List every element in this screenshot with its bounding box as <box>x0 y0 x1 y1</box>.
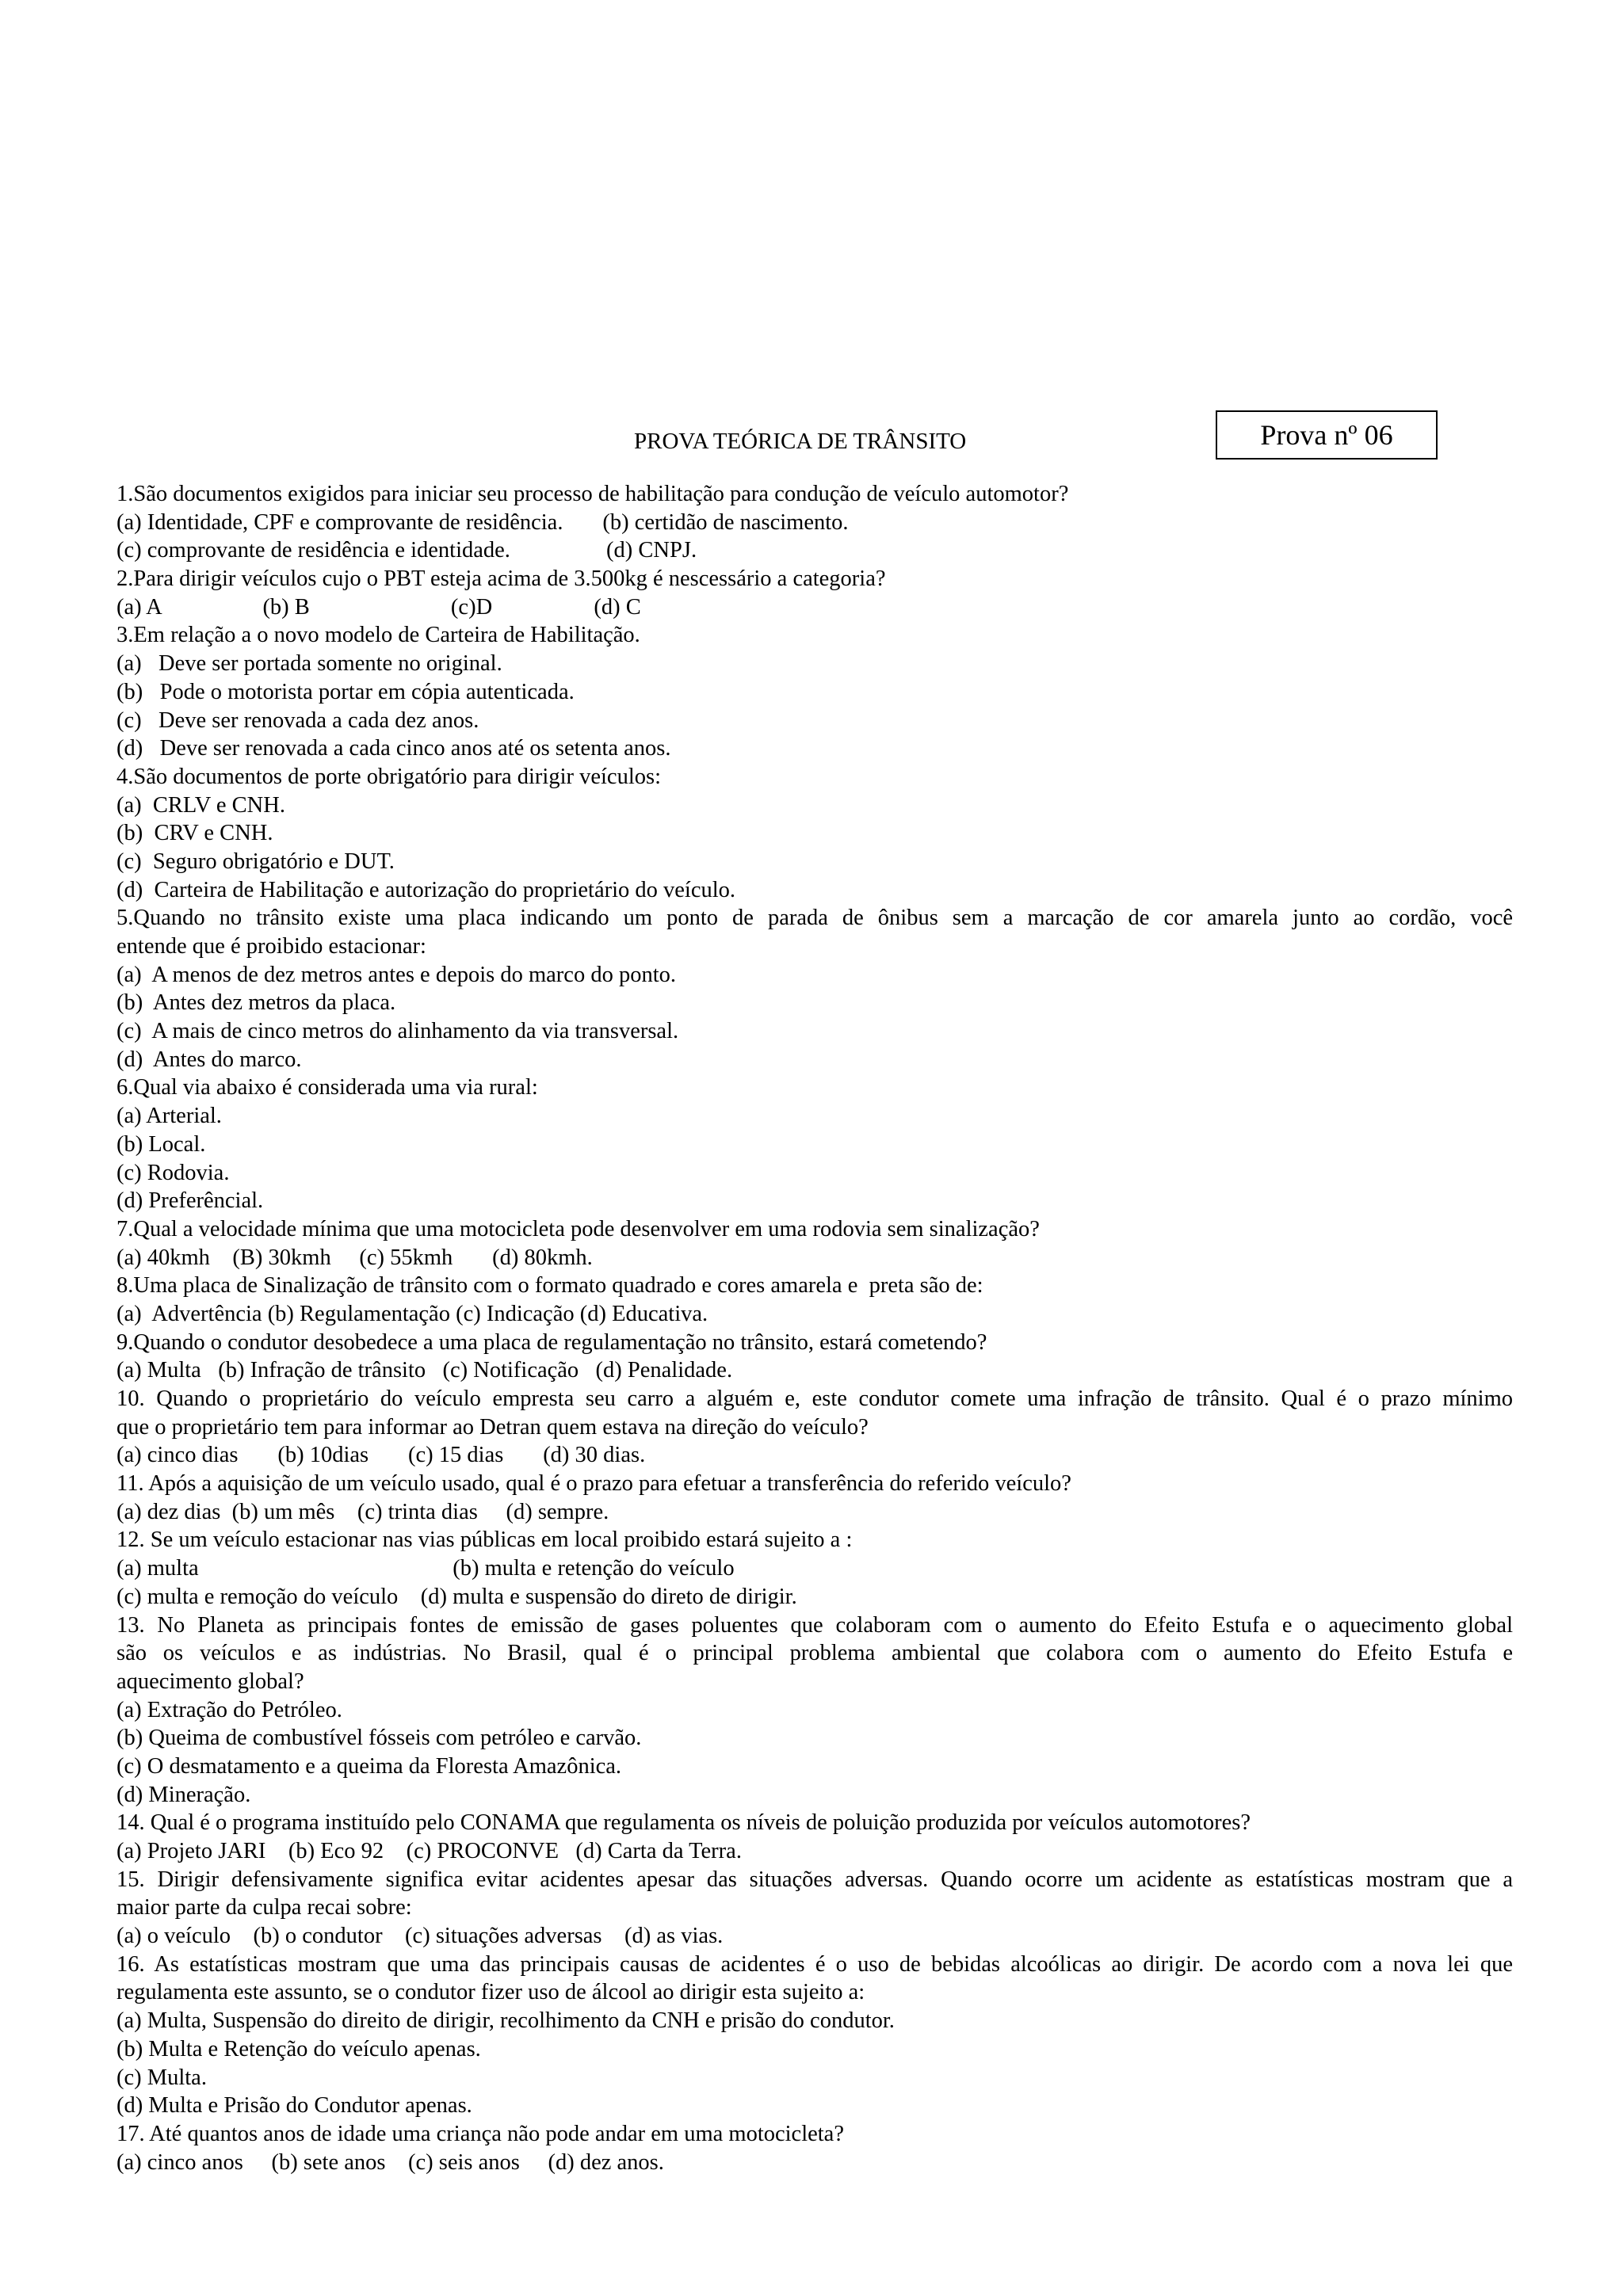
text-line: (a) A menos de dez metros antes e depois do marco do ponto. <box>116 962 676 987</box>
text-line: (a) Advertência (b) Regulamentação (c) Indicação (d) Educativa. <box>116 1301 708 1326</box>
text-line: 9.Quando o condutor desobedece a uma placa de regulamentação no trânsito, estará cometendo? <box>116 1329 987 1355</box>
text-line: (a) multa (b) multa e retenção do veículo <box>116 1556 735 1581</box>
text-line: (d) Multa e Prisão do Condutor apenas. <box>116 2093 472 2119</box>
text-line: (c) Seguro obrigatório e DUT. <box>116 849 395 874</box>
text-line: 10. Quando o proprietário do veículo empresta seu carro a alguém e, este condutor comete uma infração de trânsito. Qual é o prazo mínimo <box>116 1386 1513 1411</box>
text-line: (c) Deve ser renovada a cada dez anos. <box>116 707 479 733</box>
text-line: (d) Deve ser renovada a cada cinco anos até os setenta anos. <box>116 736 671 761</box>
text-line: (a) Identidade, CPF e comprovante de residência. (b) certidão de nascimento. <box>116 509 849 535</box>
text-line: 7.Qual a velocidade mínima que uma motocicleta pode desenvolver em uma rodovia sem sinalização? <box>116 1216 1040 1241</box>
text-line: 11. Após a aquisição de um veículo usado, qual é o prazo para efetuar a transferência do referido veículo? <box>116 1471 1071 1497</box>
text-line: 14. Qual é o programa instituído pelo CONAMA que regulamenta os níveis de poluição produzida por veículos automotores? <box>116 1810 1251 1836</box>
text-line: (b) Local. <box>116 1131 206 1157</box>
text-line: (a) dez dias (b) um mês (c) trinta dias (d) sempre. <box>116 1499 609 1524</box>
text-line: maior parte da culpa recai sobre: <box>116 1895 412 1920</box>
text-line: (a) Extração do Petróleo. <box>116 1697 342 1722</box>
text-line: (b) Queima de combustível fósseis com petróleo e carvão. <box>116 1726 642 1751</box>
text-line: 2.Para dirigir veículos cujo o PBT esteja acima de 3.500kg é nescessário a categoria? <box>116 566 886 592</box>
text-line: (b) Pode o motorista portar em cópia autenticada. <box>116 679 575 704</box>
text-line: (a) Multa, Suspensão do direito de dirigir, recolhimento da CNH e prisão do condutor. <box>116 2008 895 2034</box>
text-line: (c) Multa. <box>116 2065 207 2090</box>
text-line: (b) Multa e Retenção do veículo apenas. <box>116 2036 481 2061</box>
text-line: entende que é proibido estacionar: <box>116 934 426 959</box>
text-line: (c) multa e remoção do veículo (d) multa e suspensão do direto de dirigir. <box>116 1584 797 1609</box>
text-line: 3.Em relação a o novo modelo de Carteira de Habilitação. <box>116 623 640 648</box>
text-line: (b) Antes dez metros da placa. <box>116 990 396 1016</box>
text-line: 15. Dirigir defensivamente significa evitar acidentes apesar das situações adversas. Quando ocorre um acidente as estatísticas mostram que a <box>116 1867 1513 1892</box>
text-line: (a) o veículo (b) o condutor (c) situações adversas (d) as vias. <box>116 1924 724 1949</box>
text-line: 6.Qual via abaixo é considerada uma via rural: <box>116 1075 538 1100</box>
page-title: PROVA TEÓRICA DE TRÂNSITO <box>634 429 967 454</box>
text-line: (d) Preferêncial. <box>116 1188 264 1214</box>
text-line: 8.Uma placa de Sinalização de trânsito com o formato quadrado e cores amarela e preta são de: <box>116 1273 983 1299</box>
text-line: (a) Arterial. <box>116 1104 222 1129</box>
text-line: (d) Carteira de Habilitação e autorização do proprietário do veículo. <box>116 877 736 902</box>
text-line: (c) comprovante de residência e identidade. (d) CNPJ. <box>116 538 697 563</box>
text-line: regulamenta este assunto, se o condutor fizer uso de álcool ao dirigir esta sujeito a: <box>116 1980 865 2005</box>
text-line: (b) CRV e CNH. <box>116 821 273 846</box>
text-line: (a) 40kmh (B) 30kmh (c) 55kmh (d) 80kmh. <box>116 1245 593 1270</box>
text-line: (a) cinco dias (b) 10dias (c) 15 dias (d) 30 dias. <box>116 1443 646 1468</box>
text-line: 17. Até quantos anos de idade uma criança não pode andar em uma motocicleta? <box>116 2121 844 2146</box>
text-line: 16. As estatísticas mostram que uma das principais causas de acidentes é o uso de bebidas alcoólicas ao dirigir. De acordo com a nova lei que <box>116 1951 1513 1977</box>
text-line: (a) cinco anos (b) sete anos (c) seis anos (d) dez anos. <box>116 2149 664 2175</box>
text-line: 4.São documentos de porte obrigatório para dirigir veículos: <box>116 764 661 789</box>
text-line: (d) Antes do marco. <box>116 1047 302 1072</box>
text-line: (a) CRLV e CNH. <box>116 792 285 818</box>
text-line: (c) A mais de cinco metros do alinhamento da via transversal. <box>116 1019 679 1044</box>
text-line: (a) Multa (b) Infração de trânsito (c) Notificação (d) Penalidade. <box>116 1358 733 1383</box>
text-line: (a) Deve ser portada somente no original. <box>116 651 502 677</box>
questions-body <box>116 480 1513 2176</box>
page-header <box>0 404 1623 467</box>
text-line: 12. Se um veículo estacionar nas vias públicas em local proibido estará sujeito a : <box>116 1527 853 1553</box>
text-line: (a) A (b) B (c)D (d) C <box>116 594 641 620</box>
text-line: (c) O desmatamento e a queima da Floresta Amazônica. <box>116 1753 622 1779</box>
text-line: são os veículos e as indústrias. No Brasil, qual é o principal problema ambiental que colabora com o aumento do Efeito Estufa e <box>116 1641 1513 1666</box>
text-line: (d) Mineração. <box>116 1782 251 1807</box>
text-line: 5.Quando no trânsito existe uma placa indicando um ponto de parada de ônibus sem a marcação de cor amarela junto ao cordão, você <box>116 906 1513 931</box>
text-line: que o proprietário tem para informar ao Detran quem estava na direção do veículo? <box>116 1414 869 1440</box>
text-line: aquecimento global? <box>116 1669 304 1694</box>
text-line: 1.São documentos exigidos para iniciar seu processo de habilitação para condução de veículo automotor? <box>116 482 1069 506</box>
text-line: (c) Rodovia. <box>116 1160 230 1185</box>
prova-number-box: Prova nº 06 <box>1216 410 1438 460</box>
text-line: 13. No Planeta as principais fontes de emissão de gases poluentes que colaboram com o aumento do Efeito Estufa e o aquecimento global <box>116 1612 1513 1638</box>
text-line: (a) Projeto JARI (b) Eco 92 (c) PROCONVE (d) Carta da Terra. <box>116 1839 742 1863</box>
